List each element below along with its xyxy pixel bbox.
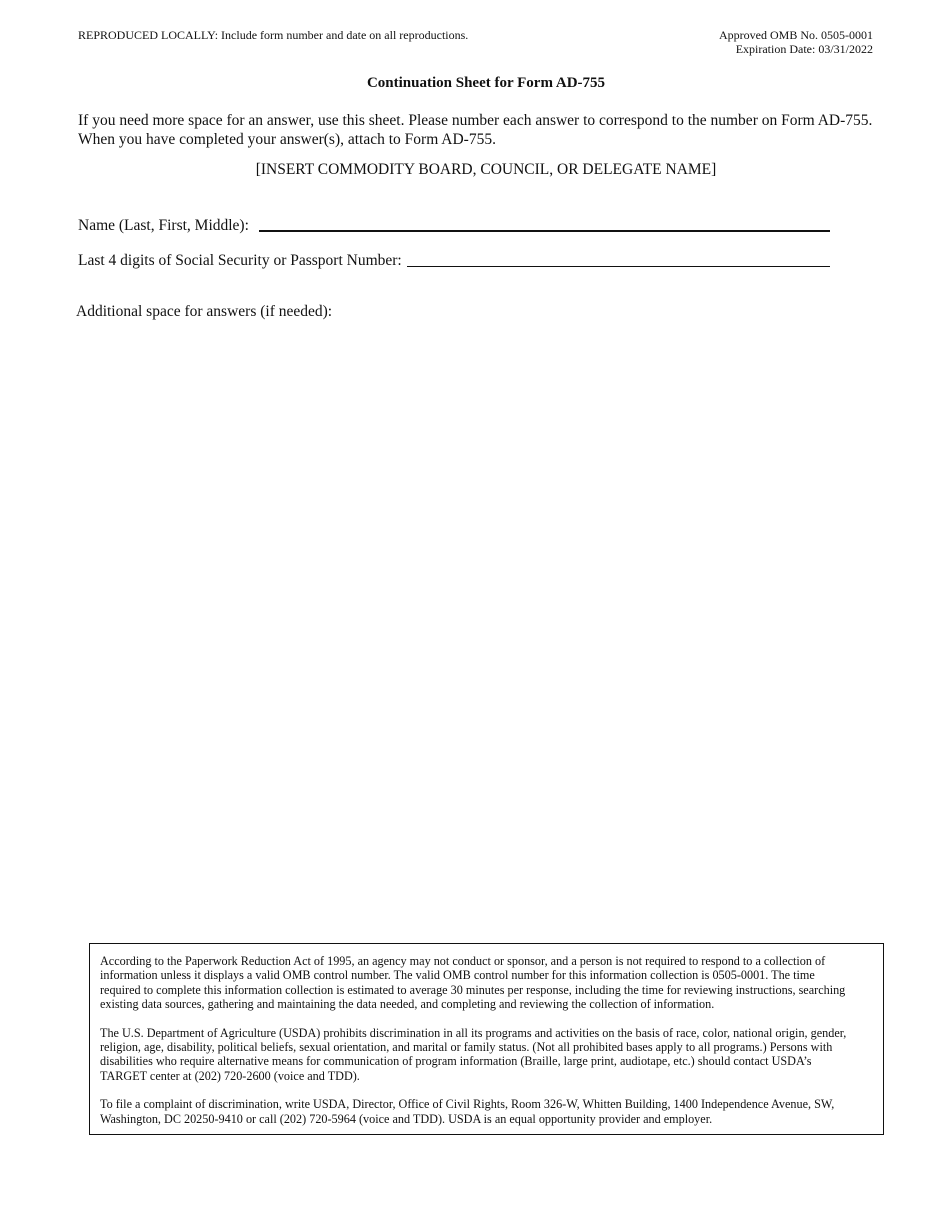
instructions-line-1: If you need more space for an answer, use this sheet. Please number each answer to correspond to the number on Form AD-755. [78, 112, 873, 129]
additional-space-label: Additional space for answers (if needed): [76, 303, 333, 320]
omb-number: Approved OMB No. 0505-0001 [719, 28, 873, 42]
reproduction-notice: REPRODUCED LOCALLY: Include form number and date on all reproductions. [78, 28, 469, 42]
ssn-field-row [78, 252, 830, 270]
notice-line: The U.S. Department of Agriculture (USDA) prohibits discrimination in all its programs and activities on the basis of race, color, national origin, gender, [100, 1025, 847, 1040]
ssn-field[interactable] [407, 252, 830, 267]
board-name-placeholder: [INSERT COMMODITY BOARD, COUNCIL, OR DELEGATE NAME] [255, 161, 717, 178]
notice-line: TARGET center at (202) 720-2600 (voice and TDD). [100, 1068, 360, 1083]
ssn-label: Last 4 digits of Social Security or Passport Number: [78, 252, 402, 269]
instructions-line-2: When you have completed your answer(s), attach to Form AD-755. [78, 131, 496, 148]
paperwork-reduction-notice [100, 954, 873, 1012]
expiration-date: Expiration Date: 03/31/2022 [735, 42, 873, 56]
instructions [78, 111, 898, 149]
notice-line: To file a complaint of discrimination, write USDA, Director, Office of Civil Rights, Room 326-W, Whitten Building, 1400 Independence Avenue, SW, [100, 1097, 835, 1112]
notice-line: required to complete this information collection is estimated to average 30 minutes per response, including the time for reviewing instructions, searching [100, 982, 846, 997]
notice-line: disabilities who require alternative means for communication of program information (Braille, large print, audiotape, etc.) should contact USDA’s [100, 1054, 812, 1069]
legal-notice-box [89, 943, 884, 1135]
complaint-notice [100, 1097, 873, 1126]
non-discrimination-notice [100, 1026, 873, 1084]
notice-line: religion, age, disability, political beliefs, sexual orientation, and marital or family status. (Not all prohibited bases apply to all programs.) Persons with [100, 1040, 833, 1055]
notice-line: information unless it displays a valid OMB control number. The valid OMB control number for this information collection is 0505-0001. The time [100, 968, 815, 983]
page-title: Continuation Sheet for Form AD-755 [366, 75, 606, 91]
name-field-row [78, 216, 830, 235]
notice-line: Washington, DC 20250-9410 or call (202) 720-5964 (voice and TDD). USDA is an equal opportunity provider and employer. [100, 1111, 713, 1126]
name-field[interactable] [259, 216, 830, 232]
omb-approval-block [690, 28, 873, 56]
notice-line: According to the Paperwork Reduction Act of 1995, an agency may not conduct or sponsor, and a person is not required to respond to a collection of [100, 954, 826, 968]
notice-line: existing data sources, gathering and maintaining the data needed, and completing and reviewing the collection of information. [100, 997, 715, 1012]
name-label: Name (Last, First, Middle): [78, 217, 249, 234]
answer-area[interactable] [76, 330, 876, 920]
